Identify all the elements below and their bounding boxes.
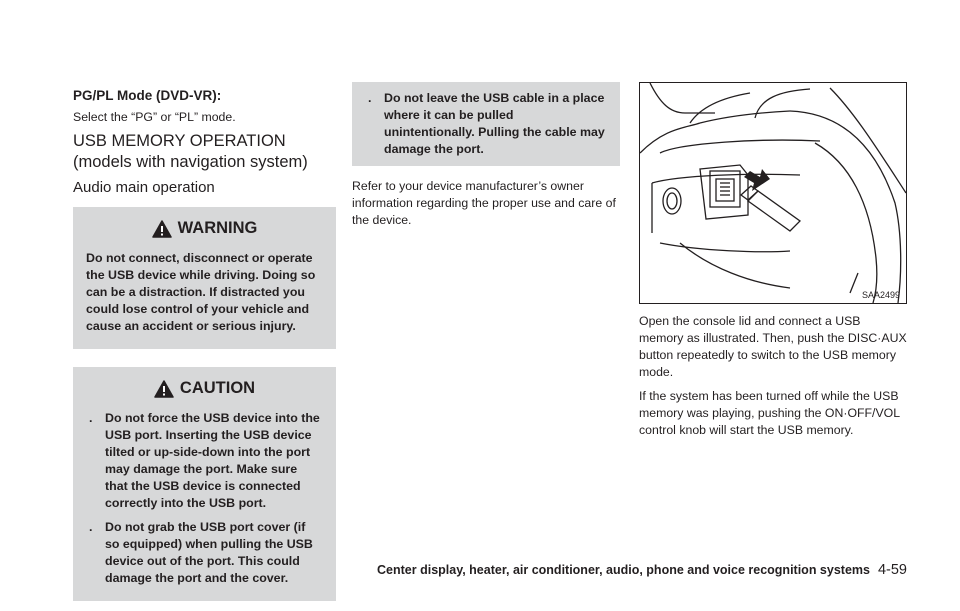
warning-text: Do not connect, disconnect or operate the USB device while driving. Doing so can be a distraction. If distracted you could lose control of your vehicle and cause an accident or serious injury. xyxy=(86,251,316,333)
resume-usb-text: If the system has been turned off while the USB memory was playing, pushing the ON·OFF/VOL control knob will start the USB memory. xyxy=(639,389,900,437)
bullet-dot: . xyxy=(89,520,93,534)
page-number: 4-59 xyxy=(877,562,907,578)
bullet-dot: . xyxy=(368,91,372,105)
pgpl-mode-heading: PG/PL Mode (DVD-VR): xyxy=(73,88,222,103)
page-footer xyxy=(0,561,907,579)
right-column xyxy=(639,82,907,439)
connect-usb-text: Open the console lid and connect a USB memory as illustrated. Then, push the DISC·AUX button repeatedly to switch to the USB memory mode. xyxy=(639,314,907,379)
pgpl-mode-text: Select the “PG” or “PL” mode. xyxy=(73,110,236,124)
list-item xyxy=(86,410,323,512)
caution-item-text: Do not leave the USB cable in a place where it can be pulled unintentionally. Pulling the cable may damage the port. xyxy=(384,91,605,156)
caution-continued-box xyxy=(352,82,620,166)
caution-title xyxy=(86,379,323,398)
warning-icon xyxy=(152,220,172,238)
console-usb-drawing xyxy=(640,83,906,303)
caution-title-text: CAUTION xyxy=(179,379,256,397)
usb-illustration xyxy=(639,82,907,304)
caution-icon xyxy=(154,380,174,398)
caution-item-text: Do not force the USB device into the USB port. Inserting the USB device tilted or up-side-down into the port may damage the port. Make sure that the USB device is connected correctly into the USB port. xyxy=(105,411,320,510)
usb-section-title: USB MEMORY OPERATION (models with navigation system) xyxy=(73,132,308,171)
caution-item-text: Do not grab the USB port cover (if so equipped) when pulling the USB device out of the port. This could damage the port and the cover. xyxy=(105,520,313,585)
device-care-text: Refer to your device manufacturer’s owner information regarding the proper use and care of the device. xyxy=(352,179,616,227)
list-item xyxy=(365,90,607,158)
caution-continued-list xyxy=(365,90,607,158)
middle-column xyxy=(352,82,620,229)
warning-box xyxy=(73,207,336,349)
warning-title xyxy=(86,219,323,238)
footer-title: Center display, heater, air conditioner, audio, phone and voice recognition systems xyxy=(377,563,870,577)
left-column xyxy=(73,88,336,601)
bullet-dot: . xyxy=(89,411,93,425)
figure-label: SAA2499 xyxy=(861,290,900,300)
warning-title-text: WARNING xyxy=(177,219,258,237)
audio-main-operation-title: Audio main operation xyxy=(73,179,215,196)
